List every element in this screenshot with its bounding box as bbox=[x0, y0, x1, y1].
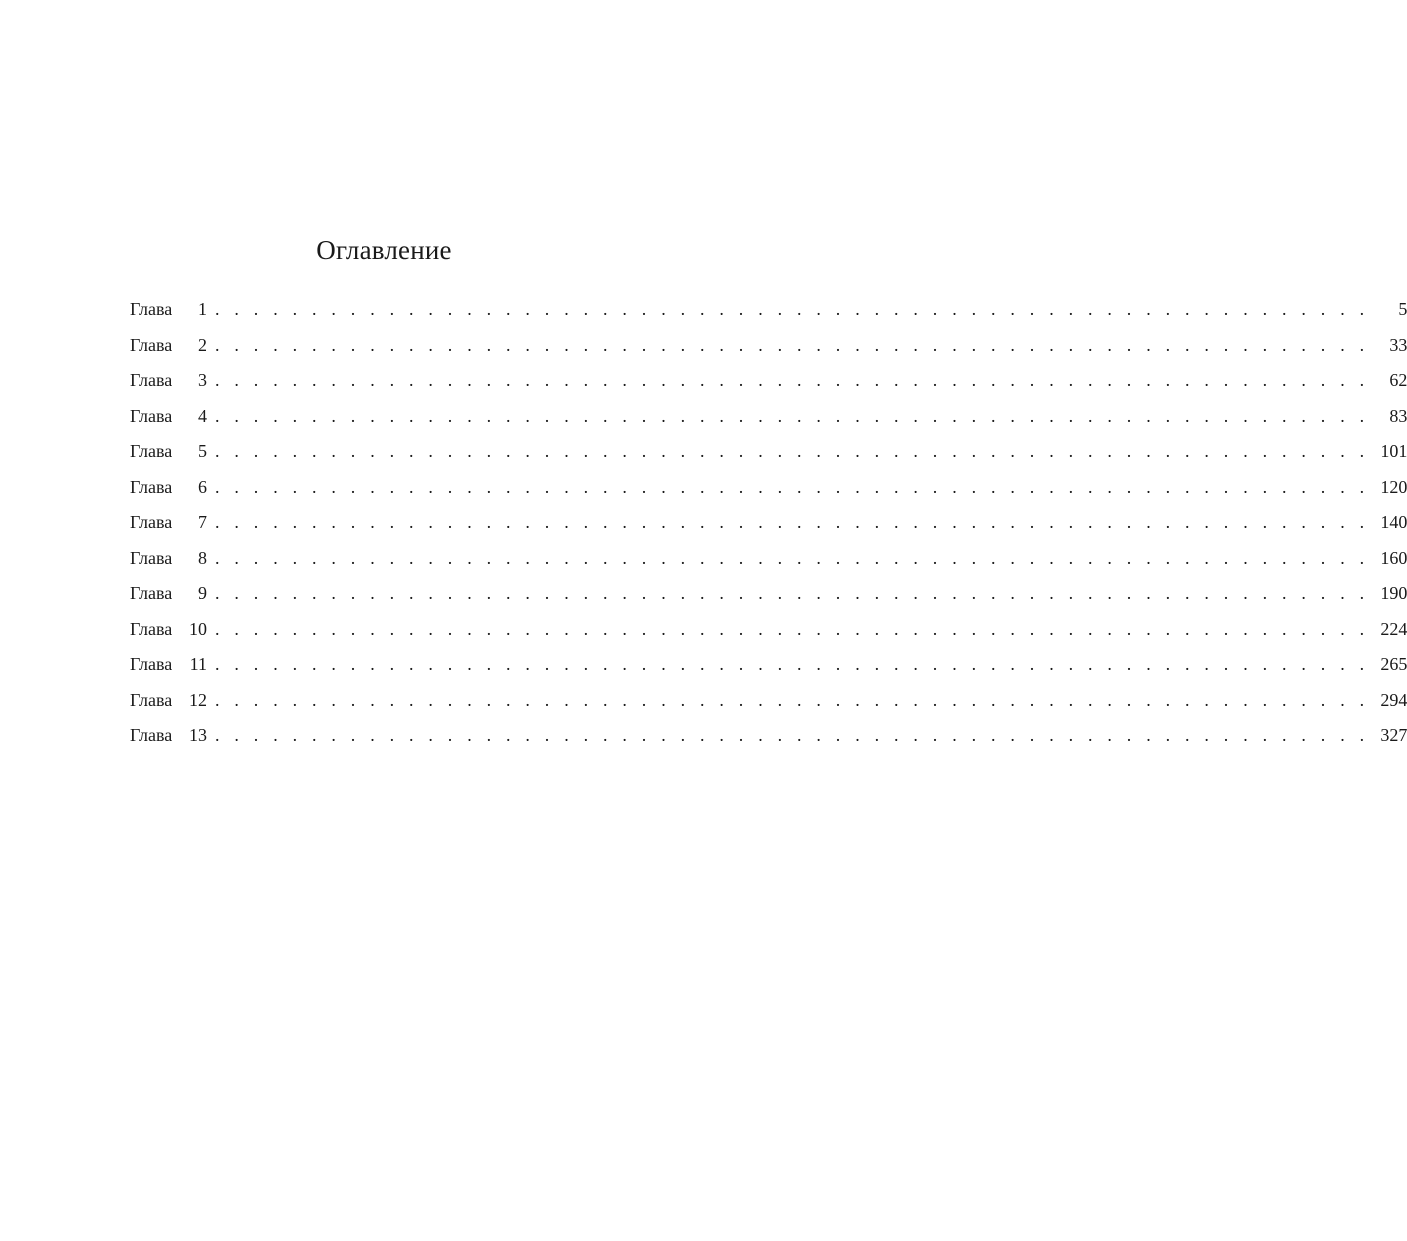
toc-entry-number: 11 bbox=[189, 654, 207, 674]
toc-entry-label: Глава bbox=[130, 618, 173, 639]
toc-entry-chapter-12[interactable] bbox=[130, 683, 1407, 719]
toc-dot-leader: . . . . . . . . . . . . . . . . . . . . . . . . . . . . . . . . . . . . . . . . . . . . . . . . . . . . . . . . . . . . bbox=[215, 476, 1370, 497]
toc-entry-page-number: 62 bbox=[1389, 370, 1407, 390]
toc-dot-leader: . . . . . . . . . . . . . . . . . . . . . . . . . . . . . . . . . . . . . . . . . . . . . . . . . . . . . . . . . . . . bbox=[215, 370, 1370, 390]
toc-dot-leader: . . . . . . . . . . . . . . . . . . . . . . . . . . . . . . . . . . . . . . . . . . . . . . . . . . . . . . . . . . . . bbox=[215, 725, 1370, 745]
toc-entry-label: Глава bbox=[130, 370, 173, 390]
toc-entry-number: 8 bbox=[198, 547, 207, 568]
toc-entry-page-number: 33 bbox=[1389, 334, 1407, 355]
toc-entry-label: Глава bbox=[130, 334, 173, 355]
toc-entry-number: 5 bbox=[198, 441, 207, 461]
toc-entry-label: Глава bbox=[130, 583, 173, 603]
toc-dot-leader: . . . . . . . . . . . . . . . . . . . . . . . . . . . . . . . . . . . . . . . . . . . . . . . . . . . . . . . . . . . . bbox=[215, 512, 1370, 532]
toc-entry-label: Глава bbox=[130, 689, 173, 710]
toc-entry-label: Глава bbox=[130, 441, 173, 461]
toc-entry-page-number: 265 bbox=[1380, 654, 1407, 674]
toc-entry-number: 12 bbox=[189, 689, 207, 710]
toc-entry-label: Глава bbox=[130, 299, 173, 319]
toc-entry-page-number: 140 bbox=[1380, 512, 1407, 532]
toc-entry-chapter-2[interactable] bbox=[130, 328, 1407, 364]
toc-entry-chapter-8[interactable] bbox=[130, 541, 1407, 577]
toc-entry-page-number: 120 bbox=[1380, 476, 1407, 497]
toc-entry-number: 13 bbox=[189, 725, 207, 745]
toc-entry-page-number: 327 bbox=[1380, 725, 1407, 745]
toc-entry-chapter-1[interactable] bbox=[130, 292, 1407, 328]
toc-dot-leader: . . . . . . . . . . . . . . . . . . . . . . . . . . . . . . . . . . . . . . . . . . . . . . . . . . . . . . . . . . . . bbox=[215, 441, 1370, 461]
toc-entry-label: Глава bbox=[130, 547, 173, 568]
toc-dot-leader: . . . . . . . . . . . . . . . . . . . . . . . . . . . . . . . . . . . . . . . . . . . . . . . . . . . . . . . . . . . . bbox=[215, 299, 1370, 319]
toc-entry-label: Глава bbox=[130, 654, 173, 674]
toc-entry-number: 1 bbox=[198, 299, 207, 319]
toc-dot-leader: . . . . . . . . . . . . . . . . . . . . . . . . . . . . . . . . . . . . . . . . . . . . . . . . . . . . . . . . . . . . bbox=[215, 583, 1370, 603]
page-title: Оглавление bbox=[316, 235, 452, 265]
toc-entry-chapter-10[interactable] bbox=[130, 612, 1407, 648]
toc-entry-chapter-13[interactable] bbox=[130, 718, 1407, 754]
toc-entry-page-number: 5 bbox=[1398, 299, 1407, 319]
toc-dot-leader: . . . . . . . . . . . . . . . . . . . . . . . . . . . . . . . . . . . . . . . . . . . . . . . . . . . . . . . . . . . . bbox=[215, 405, 1370, 426]
toc-entry-number: 10 bbox=[189, 618, 207, 639]
toc-entry-number: 9 bbox=[198, 583, 207, 603]
toc-entry-page-number: 101 bbox=[1380, 441, 1407, 461]
toc-dot-leader: . . . . . . . . . . . . . . . . . . . . . . . . . . . . . . . . . . . . . . . . . . . . . . . . . . . . . . . . . . . . bbox=[215, 618, 1370, 639]
toc-entry-chapter-9[interactable] bbox=[130, 576, 1407, 612]
toc-entry-number: 4 bbox=[198, 405, 207, 426]
toc-entry-chapter-11[interactable] bbox=[130, 647, 1407, 683]
table-of-contents bbox=[130, 292, 1407, 754]
toc-entry-chapter-4[interactable] bbox=[130, 399, 1407, 435]
toc-entry-label: Глава bbox=[130, 725, 173, 745]
toc-dot-leader: . . . . . . . . . . . . . . . . . . . . . . . . . . . . . . . . . . . . . . . . . . . . . . . . . . . . . . . . . . . . bbox=[215, 547, 1370, 568]
toc-entry-label: Глава bbox=[130, 405, 173, 426]
toc-entry-chapter-5[interactable] bbox=[130, 434, 1407, 470]
toc-entry-number: 2 bbox=[198, 334, 207, 355]
toc-entry-page-number: 83 bbox=[1389, 405, 1407, 426]
toc-entry-number: 6 bbox=[198, 476, 207, 497]
toc-entry-chapter-7[interactable] bbox=[130, 505, 1407, 541]
toc-entry-number: 3 bbox=[198, 370, 207, 390]
toc-dot-leader: . . . . . . . . . . . . . . . . . . . . . . . . . . . . . . . . . . . . . . . . . . . . . . . . . . . . . . . . . . . . bbox=[215, 334, 1370, 355]
toc-entry-label: Глава bbox=[130, 476, 173, 497]
toc-dot-leader: . . . . . . . . . . . . . . . . . . . . . . . . . . . . . . . . . . . . . . . . . . . . . . . . . . . . . . . . . . . . bbox=[215, 689, 1370, 710]
toc-entry-page-number: 294 bbox=[1380, 689, 1407, 710]
toc-entry-chapter-6[interactable] bbox=[130, 470, 1407, 506]
toc-entry-label: Глава bbox=[130, 512, 173, 532]
toc-entry-page-number: 160 bbox=[1380, 547, 1407, 568]
toc-entry-page-number: 190 bbox=[1380, 583, 1407, 603]
toc-dot-leader: . . . . . . . . . . . . . . . . . . . . . . . . . . . . . . . . . . . . . . . . . . . . . . . . . . . . . . . . . . . . bbox=[215, 654, 1370, 674]
toc-entry-page-number: 224 bbox=[1380, 618, 1407, 639]
toc-entry-number: 7 bbox=[198, 512, 207, 532]
toc-entry-chapter-3[interactable] bbox=[130, 363, 1407, 399]
